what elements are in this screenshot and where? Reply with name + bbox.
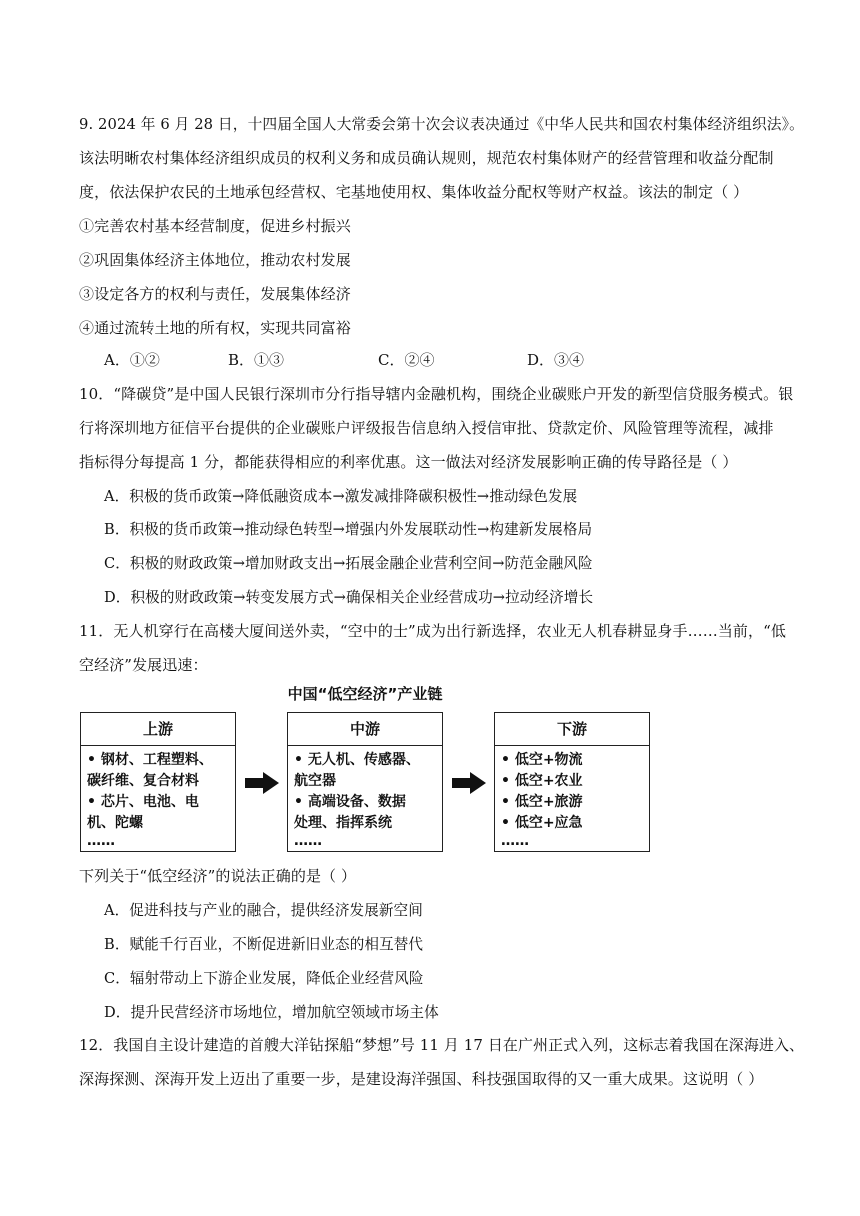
q11-stem-line-1: 11．无人机穿行在高楼大厦间送外卖，“空中的士”成为出行新选择，农业无人机春耕显身手……当前，“低 xyxy=(79,622,786,640)
downstream-line: • 低空+物流 xyxy=(501,752,583,768)
upstream-line: 碳纤维、复合材料 xyxy=(87,773,199,789)
midstream-line: 处理、指挥系统 xyxy=(294,815,392,831)
downstream-line: • 低空+旅游 xyxy=(501,794,583,810)
q9-option-c: C．②④ xyxy=(378,351,435,369)
q11-option-b: B．赋能千行百业，不断促进新旧业态的相互替代 xyxy=(104,935,424,953)
q9-stem-line-2: 该法明晰农村集体经济组织成员的权利义务和成员确认规则，规范农村集体财产的经营管理和收益分配制 xyxy=(79,149,774,167)
q11-option-c: C．辐射带动上下游企业发展，降低企业经营风险 xyxy=(104,969,424,987)
q10-option-c: C．积极的财政政策→增加财政支出→拓展金融企业营利空间→防范金融风险 xyxy=(104,554,593,572)
midstream-line: • 高端设备、数据 xyxy=(294,794,406,810)
q10-stem-line-1: 10．“降碳贷”是中国人民银行深圳市分行指导辖内金融机构，围绕企业碳账户开发的新型信贷服务模式。银 xyxy=(79,385,794,403)
diagram-title: 中国“低空经济”产业链 xyxy=(287,685,443,703)
upstream-line: 机、陀螺 xyxy=(87,815,143,831)
q10-stem-line-3: 指标得分每提高 1 分，都能获得相应的利率优惠。这一做法对经济发展影响正确的传导路径是（ ） xyxy=(79,453,738,471)
q9-stem-line-3: 度，依法保护农民的土地承包经营权、宅基地使用权、集体收益分配权等财产权益。该法的制定（ ） xyxy=(79,183,749,201)
q10-option-b: B．积极的货币政策→推动绿色转型→增强内外发展联动性→构建新发展格局 xyxy=(104,520,593,538)
midstream-line: • 无人机、传感器、 xyxy=(294,752,420,768)
q12-stem-line-2: 深海探测、深海开发上迈出了重要一步，是建设海洋强国、科技强国取得的又一重大成果。这说明（ ） xyxy=(79,1070,764,1088)
midstream-body xyxy=(288,746,442,848)
right-arrow-icon xyxy=(452,772,486,794)
q11-option-d: D．提升民营经济市场地位，增加航空领域市场主体 xyxy=(104,1003,439,1021)
q10-stem-line-2: 行将深圳地方征信平台提供的企业碳账户评级报告信息纳入授信审批、贷款定价、风险管理等流程，减排 xyxy=(79,419,774,437)
q9-item-1: ①完善农村基本经营制度，促进乡村振兴 xyxy=(79,217,351,235)
upstream-box xyxy=(80,712,236,852)
q9-item-2: ②巩固集体经济主体地位，推动农村发展 xyxy=(79,251,351,269)
q9-stem-line-1: 9. 2024 年 6 月 28 日，十四届全国人大常委会第十次会议表决通过《中华人民共和国农村集体经济组织法》。 xyxy=(79,115,804,133)
upstream-line: …… xyxy=(87,833,115,849)
midstream-box xyxy=(287,712,443,852)
q10-option-d: D．积极的财政政策→转变发展方式→确保相关企业经营成功→拉动经济增长 xyxy=(104,588,594,606)
upstream-head: 上游 xyxy=(81,713,235,746)
downstream-line: • 低空+应急 xyxy=(501,815,583,831)
q10-option-a: A．积极的货币政策→降低融资成本→激发减排降碳积极性→推动绿色发展 xyxy=(104,487,578,505)
q11-option-a: A．促进科技与产业的融合，提供经济发展新空间 xyxy=(104,901,423,919)
q9-option-b: B．①③ xyxy=(228,351,285,369)
upstream-line: • 钢材、工程塑料、 xyxy=(87,752,213,768)
q9-option-a: A．①② xyxy=(104,351,160,369)
q12-stem-line-1: 12．我国自主设计建造的首艘大洋钻探船“梦想”号 11 月 17 日在广州正式入列，这标志着我国在深海进入、 xyxy=(79,1036,805,1054)
q9-option-d: D．③④ xyxy=(527,351,585,369)
downstream-line: …… xyxy=(501,833,529,849)
midstream-line: …… xyxy=(294,833,322,849)
q9-item-4: ④通过流转土地的所有权，实现共同富裕 xyxy=(79,319,351,337)
downstream-line: • 低空+农业 xyxy=(501,773,583,789)
right-arrow-icon xyxy=(245,772,279,794)
upstream-line: • 芯片、电池、电 xyxy=(87,794,199,810)
upstream-body xyxy=(81,746,235,848)
downstream-box xyxy=(494,712,650,852)
q11-stem-line-2: 空经济”发展迅速： xyxy=(79,656,208,674)
midstream-head: 中游 xyxy=(288,713,442,746)
q11-question-stem: 下列关于“低空经济”的说法正确的是（ ） xyxy=(79,867,357,885)
downstream-head: 下游 xyxy=(495,713,649,746)
downstream-body xyxy=(495,746,649,848)
midstream-line: 航空器 xyxy=(294,773,336,789)
q9-item-3: ③设定各方的权利与责任，发展集体经济 xyxy=(79,285,351,303)
